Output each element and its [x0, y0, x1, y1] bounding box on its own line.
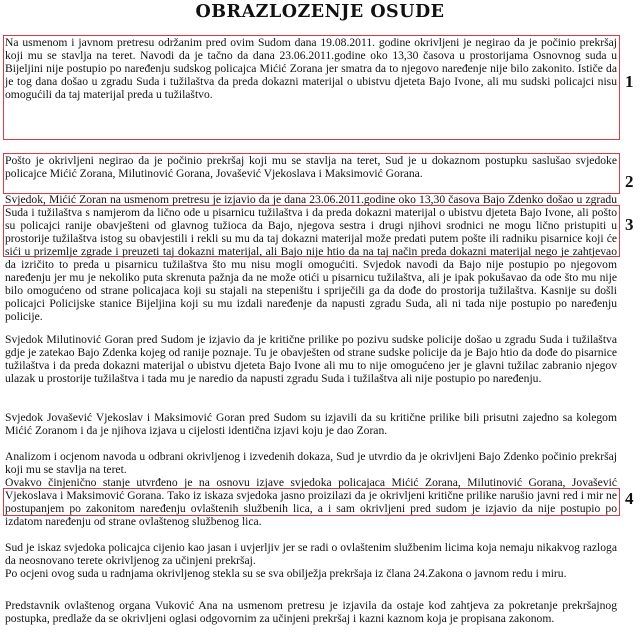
paragraph-factual-state: Ovakvo činjenično stanje utvrđeno je na osnovu izjave svjedoka policajaca Mićić Zorana, Milutinović Gorana, Jovašević Vjekoslava i Maksimović Gorana. Tako iz iskaza svjedoka jasno proizilazi da je okrivljeni kritične prilike narušio javni red i mir ne postupanjem po zakonitom naređenju ovlaštenih službenih lica, a i sam okrivljeni pred sudom je izjavio da nije postupio po izdatom naređenju od strane ovlaštenog službenog lica.	[5, 476, 617, 528]
document-title: OBRAZLOZENJE OSUDE	[195, 2, 445, 22]
paragraph-witness-credibility: Sud je iskaz svjedoka policajca cijenio kao jasan i uvjerljiv jer se radi o ovlaštenim službenim licima koja nemaju nikakvog razloga da neosnovano terete okrivljenog za učinjeni prekršaj.	[5, 541, 617, 567]
paragraph-witness-jovasevic: Svjedok Jovašević Vjekoslav i Maksimović Goran pred Sudom su izjavili da su kritične prilike bili prisutni zajedno sa kolegom Mićić Zoranom i da je njihova izjava u cijelosti identična izjavi koju je dao Zoran.	[5, 411, 617, 437]
paragraph-court-opinion: Po ocjeni ovog suda u radnjama okrivljenog stekla su se sva obilježja prekršaja iz člana 24.Zakona o javnom redu i miru.	[5, 567, 567, 580]
paragraph-prosecutor-request: Predstavnik ovlaštenog organa Vuković Ana na usmenom pretresu je izjavila da ostaje kod zahtjeva za pokretanje prekršajnog postupka, predlaže da se okrivljeni oglasi odgovornim za učinjeni prekršaj i kazni kaznom koja je propisana zakonom.	[5, 599, 617, 625]
paragraph-analysis: Analizom i ocjenom navoda u odbrani okrivljenog i izvedenih dokaza, Sud je utvrdio da je okrivljeni Bajo Zdenko počinio prekršaj koji mu se stavlja na teret.	[5, 450, 617, 476]
annotation-number-4: 4	[625, 489, 634, 508]
annotation-box-1	[3, 35, 620, 140]
annotation-box-2	[3, 153, 620, 194]
paragraph-witness-milutinovic: Svjedok Milutinović Goran pred Sudom je izjavio da je kritične prilike po pozivu sudske policije došao u zgradu Suda i tužilaštva gdje je zatekao Bajo Zdenka kojeg od ranije poznaje. Tu je obavješten od strane sudske policije da je Bajo htio da dođe do pisarnice tužilaštva i da preda dokazni materijal o ubistvu djeteta Bajo Ivone ali mu to nije omogućeno jer je glavni tužilac zabranio njegov ulazak u prostorije tužilaštva i tada mu je naredio da napusti zgradu Suda i tužilaštva ali nije postupio po naređenju.	[5, 333, 617, 385]
annotation-box-4	[3, 488, 620, 516]
annotation-box-3	[3, 205, 620, 257]
paragraph-evidence-procedure: Pošto je okrivljeni negirao da je počinio prekršaj koji mu se stavlja na teret, Sud je u dokaznom postupku saslušao svjedoke policajce Mićić Zorana, Milutinović Gorana, Jovašević Vjekoslava i Maksimović Gorana.	[5, 154, 617, 180]
annotation-number-2: 2	[625, 172, 634, 191]
paragraph-witness-micic: Svjedok, Mićić Zoran na usmenom pretresu je izjavio da je dana 23.06.2011.godine oko 13,30 časova Bajo Zdenko došao u zgradu Suda i tužilaštva s namjerom da lično ode u pisarnicu tužilaštva i da preda dokazni materijal o ubistvu djeteta Bajo Ivone, ali pošto su policajci ranije obavješteni od glavnog tužioca da Bajo, njegova sestra i drugi njihovi srodnici ne mogu lično pristupiti u prostorije tužilaštva istog su obavjestili i rekli su mu da taj dokazni materijal može predati putem pošte ili radniku pisarnice koji će sići u prizemlje zgrade i preuzeti taj dokazni materijal, ali Bajo nije htio da na taj način preda dokazni materijal nego je zahtjevao da izričito to preda u pisarnicu tužilaštva što mu nisu mogli omogućiti. Svjedok navodi da Bajo nije postupio po njegovom naređenju jer mu je nekoliko puta skrenuta pažnja da ne može otići u pisarnicu tužilaštva, ali je ipak pokušavao da ode što mu nije bilo omogućeno od strane policajaca koji su stajali na stepeništu i spriječili ga da dođe do prostorija tužilaštva. Kasnije su došli policajci Policijske stanice Bijeljina koji su mu izdali naređenje da napusti zgradu Suda, ali ni tada nije postupio po naređenju policije.	[5, 193, 617, 323]
annotation-number-1: 1	[625, 72, 634, 91]
annotation-number-3: 3	[625, 215, 634, 234]
paragraph-defense-statement: Na usmenom i javnom pretresu održanim pred ovim Sudom dana 19.08.2011. godine okrivljeni je negirao da je počinio prekršaj koji mu se stavlja na teret. Navodi da je tačno da dana 23.06.2011.godine oko 13,30 časova u prostorijama Osnovnog suda u Bijeljini nije postupio po naređenju sudskog policajca Mićić Zorana jer smatra da to njegovo naređenje nije bilo zakonito. Ističe da je tog dana došao u zgradu Suda i tužilaštva da preda dokazni materijal o ubistvu djeteta Bajo Ivone, ali mu sudski policajci nisu omogućili da taj materijal preda u tužilaštvo.	[5, 36, 617, 101]
